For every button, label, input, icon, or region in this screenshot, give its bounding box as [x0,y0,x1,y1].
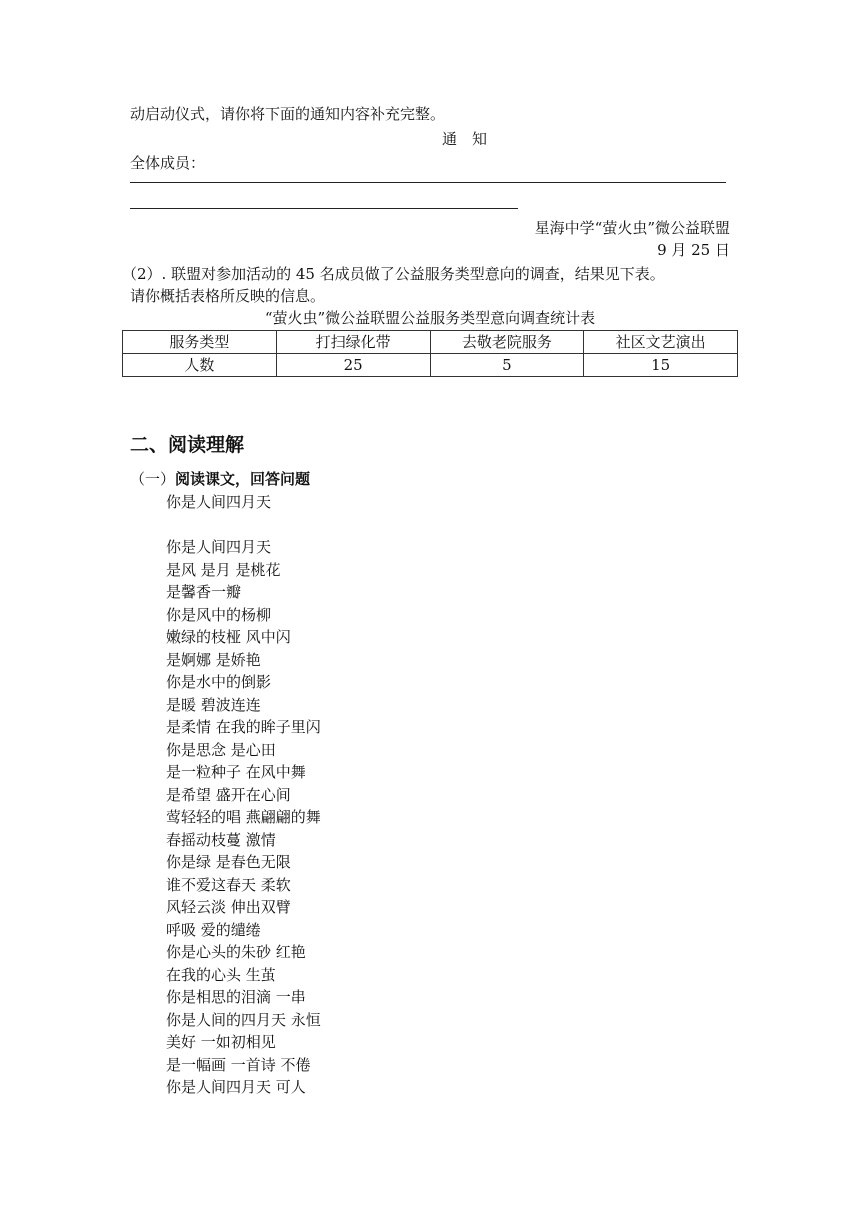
poem-line: 是一粒种子 在风中舞 [166,763,306,781]
poem-line: 你是风中的杨柳 [166,605,272,624]
poem-line: 你是思念 是心田 [166,740,276,759]
poem-line: 莺轻轻的唱 燕翩翩的舞 [166,808,321,826]
poem-line: 春摇动枝蔓 激情 [166,830,276,849]
poem-line [166,514,321,537]
poem-line: 是风 是月 是桃花 [166,560,281,579]
poem-line: 你是绿 是春色无限 [166,853,291,871]
poem-line: 是暖 碧波连连 [166,695,261,714]
table-cell: 人数 [123,354,277,377]
table-header-cell: 打扫绿化带 [276,331,430,354]
poem-line: 美好 一如初相见 [166,1033,276,1051]
poem-line: 你是人间四月天 可人 [166,1078,306,1096]
poem-line: 你是相思的泪滴 一串 [166,988,306,1006]
poem [166,491,321,1099]
table-cell: 25 [276,354,430,377]
poem-line: 是婀娜 是娇艳 [166,650,261,669]
section-subtitle [130,469,310,489]
question-2-line-1: （2）. 联盟对参加活动的 45 名成员做了公益服务类型意向的调查，结果见下表。 [122,265,665,283]
notice-date: 9 月 25 日 [657,241,730,259]
section-title: 二、阅读理解 [130,434,245,456]
notice-title: 通 知 [442,130,488,148]
table-row [123,354,738,377]
answer-blank-line-1 [130,182,726,183]
question-2-line-2: 请你概括表格所反映的信息。 [130,287,326,305]
table-header-cell: 去敬老院服务 [430,331,584,354]
survey-table [122,330,738,377]
poem-line: 在我的心头 生茧 [166,965,276,984]
poem-line: 是一幅画 一首诗 不倦 [166,1055,311,1074]
answer-blank-line-2 [130,208,518,209]
table-header-cell: 社区文艺演出 [584,331,738,354]
poem-line: 你是人间的四月天 永恒 [166,1010,321,1029]
poem-line: 呼吸 爱的缱绻 [166,920,261,939]
poem-heading: 你是人间四月天 [166,493,272,511]
notice-salutation: 全体成员： [130,154,206,172]
notice-signature: 星海中学“萤火虫”微公益联盟 [534,219,730,237]
table-header-cell: 服务类型 [123,331,277,354]
poem-line: 你是水中的倒影 [166,673,272,691]
poem-line: 风轻云淡 伸出双臂 [166,898,291,916]
poem-line: 嫩绿的枝桠 风中闪 [166,628,291,646]
poem-line: 你是心头的朱砂 红艳 [166,943,306,961]
table-header-row [123,331,738,354]
subtitle-prefix: （一） [130,470,176,488]
poem-line: 谁不爱这春天 柔软 [166,875,291,894]
poem-line: 是希望 盛开在心间 [166,785,291,804]
subtitle-text: 阅读课文，回答问题 [175,470,311,488]
table-caption: “萤火虫”微公益联盟公益服务类型意向调查统计表 [264,309,596,327]
poem-line: 是柔情 在我的眸子里闪 [166,718,321,736]
poem-line: 你是人间四月天 [166,538,272,556]
table-cell: 15 [584,354,738,377]
poem-line: 是馨香一瓣 [166,583,242,601]
intro-line: 动启动仪式，请你将下面的通知内容补充完整。 [130,105,446,123]
table-cell: 5 [430,354,584,377]
